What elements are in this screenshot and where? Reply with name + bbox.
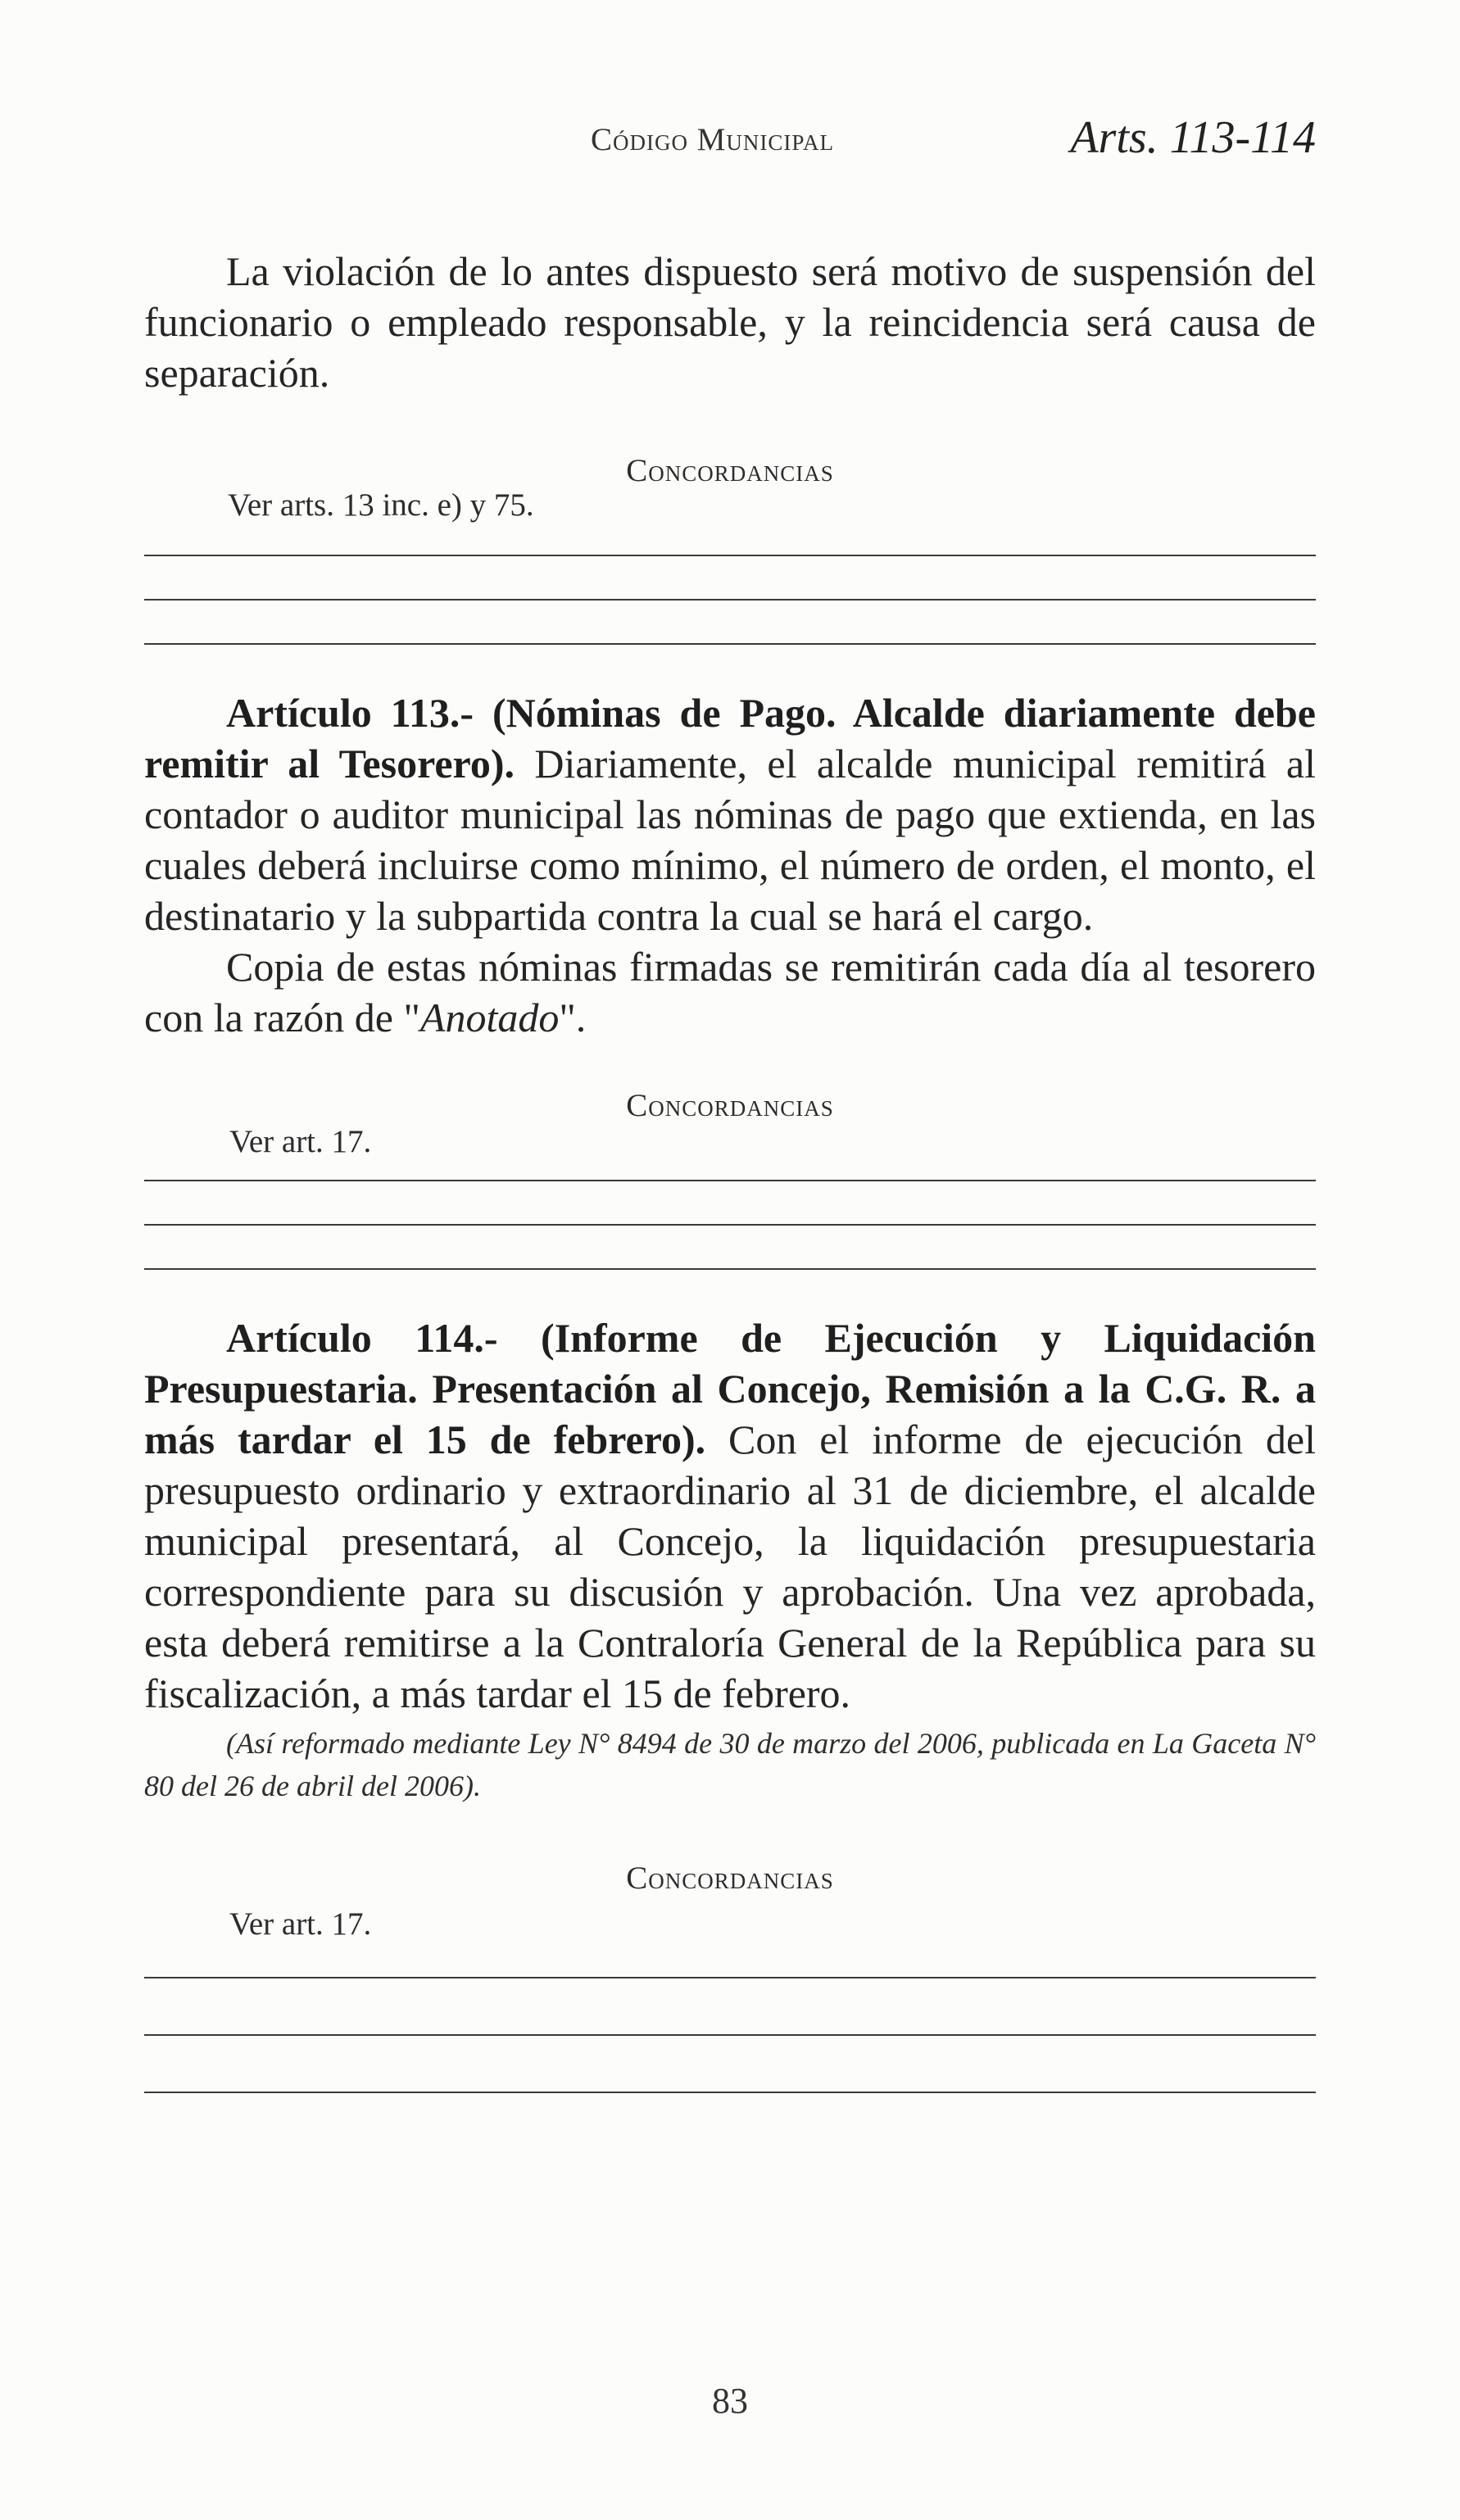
concordancias-ref-113: Ver art. 17. <box>229 1124 372 1159</box>
rule-line <box>144 2092 1316 2093</box>
ruled-lines-113 <box>144 1180 1316 1270</box>
article-114-body: Con el informe de ejecución del presupuesto ordinario y extraordinario al 31 de diciembre, el alcalde municipal presentará, al Concejo, la liquidación presupuestaria correspondiente para su discusión y aprobación. Una vez aprobada, esta deberá remitirse a la Contraloría General de la República para su fiscalización, a más tardar el 15 de febrero. <box>144 1416 1316 1716</box>
article-113-para2-italic: Anotado <box>419 995 560 1040</box>
article-113-paragraph <box>144 687 1316 941</box>
concordancias-title-intro: Concordancias <box>626 453 834 488</box>
rule-line <box>144 599 1316 601</box>
running-head: Código Municipal <box>591 122 834 157</box>
rule-line <box>144 1224 1316 1226</box>
rule-line <box>144 2034 1316 2036</box>
rule-line <box>144 1977 1316 1978</box>
concordancias-ref-intro: Ver arts. 13 inc. e) y 75. <box>228 487 534 523</box>
rule-line <box>144 1180 1316 1181</box>
rule-line <box>144 555 1316 556</box>
article-113-heading: Artículo 113.- (Nóminas de Pago. Alcalde diariamente debe remitir al Tesorero). <box>144 690 1316 786</box>
intro-paragraph: La violación de lo antes dispuesto será motivo de suspensión del funcionario o empleado responsable, y la reincidencia será causa de separación. <box>144 248 1316 396</box>
article-114-reform-note: (Así reformado mediante Ley N° 8494 de 30 de marzo del 2006, publicada en La Gaceta N° 80 del 26 de abril del 2006). <box>144 1727 1316 1802</box>
concordancias-ref-114: Ver art. 17. <box>229 1906 372 1942</box>
article-113-body: Diariamente, el alcalde municipal remitirá al contador o auditor municipal las nóminas de pago que extienda, en las cuales deberá incluirse como mínimo, el número de orden, el monto, el destinatario y la subpartida contra la cual se hará el cargo. <box>144 741 1316 939</box>
rule-line <box>144 1268 1316 1270</box>
article-113-para2-after: ". <box>559 995 587 1040</box>
page-content <box>144 246 1316 2136</box>
concordancias-title-114: Concordancias <box>626 1861 834 1896</box>
rule-line <box>144 643 1316 645</box>
article-113-paragraph-2 <box>144 941 1316 1043</box>
article-114-heading: Artículo 114.- (Informe de Ejecución y Liquidación Presupuestaria. Presentación al Concejo, Remisión a la C.G. R. a más tardar el 15 de febrero). <box>144 1315 1316 1462</box>
article-114-paragraph <box>144 1312 1316 1719</box>
ruled-lines-114 <box>144 1977 1316 2093</box>
page-header <box>144 112 1316 180</box>
page-number: 83 <box>712 2381 748 2421</box>
article-range: Arts. 113-114 <box>1070 112 1316 163</box>
ruled-lines-intro <box>144 555 1316 645</box>
concordancias-title-113: Concordancias <box>626 1088 834 1123</box>
article-113-para2-before: Copia de estas nóminas firmadas se remitirán cada día al tesorero con la razón de " <box>144 944 1316 1040</box>
